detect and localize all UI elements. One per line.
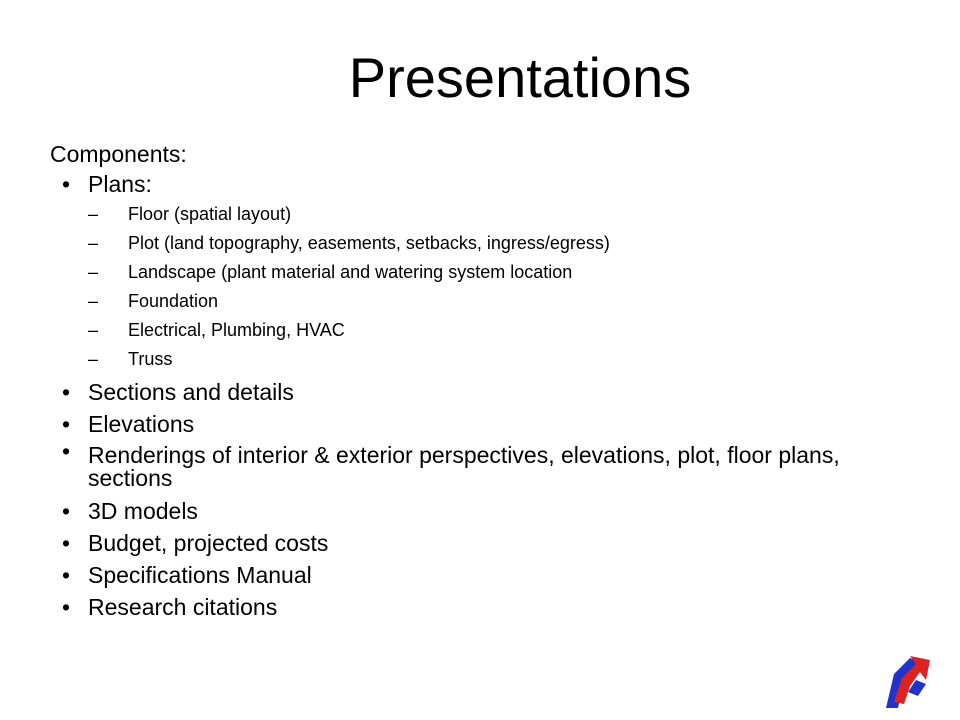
bullet-icon: • xyxy=(62,411,71,437)
list-item-specifications xyxy=(50,559,930,591)
bullet-list xyxy=(50,168,930,623)
list-item-label: Elevations xyxy=(88,411,195,437)
bullet-icon: • xyxy=(62,171,71,197)
sub-item-floor xyxy=(88,200,930,229)
sub-item-truss xyxy=(88,345,930,374)
list-item-renderings xyxy=(50,440,930,495)
dash-icon: – xyxy=(88,349,99,369)
dash-icon: – xyxy=(88,262,99,282)
list-item-elevations xyxy=(50,408,930,440)
list-item-3d-models xyxy=(50,495,930,527)
bullet-icon: • xyxy=(62,594,71,620)
sub-item-label: Electrical, Plumbing, HVAC xyxy=(128,320,345,340)
dash-icon: – xyxy=(88,291,99,311)
dash-icon: – xyxy=(88,204,99,224)
sub-item-label: Plot (land topography, easements, setbacks, ingress/egress) xyxy=(128,233,610,253)
bullet-icon: • xyxy=(62,498,71,524)
bullet-icon: • xyxy=(62,379,71,405)
dash-icon: – xyxy=(88,233,99,253)
sub-item-label: Floor (spatial layout) xyxy=(128,204,292,224)
sub-item-landscape xyxy=(88,258,930,287)
list-item-research xyxy=(50,591,930,623)
list-item-label: Budget, projected costs xyxy=(88,530,329,556)
list-item-label: Plans: xyxy=(88,171,152,197)
list-item-label: 3D models xyxy=(88,498,198,524)
list-item-budget xyxy=(50,527,930,559)
list-item-label: Sections and details xyxy=(88,379,294,405)
bullet-icon: • xyxy=(62,438,71,464)
bullet-icon: • xyxy=(62,530,71,556)
plans-sublist xyxy=(88,200,930,374)
sub-item-foundation xyxy=(88,287,930,316)
bullet-icon: • xyxy=(62,562,71,588)
list-item-sections xyxy=(50,376,930,408)
sub-item-plot xyxy=(88,229,930,258)
list-item-label: Specifications Manual xyxy=(88,562,312,588)
arrow-logo-icon xyxy=(880,652,932,710)
sub-item-electrical xyxy=(88,316,930,345)
dash-icon: – xyxy=(88,320,99,340)
sub-item-label: Truss xyxy=(128,349,173,369)
sub-item-label: Landscape (plant material and watering system location xyxy=(128,262,573,282)
list-item-plans xyxy=(50,168,930,374)
list-item-label: Renderings of interior & exterior perspectives, elevations, plot, floor plans, sections xyxy=(88,442,840,491)
list-item-label: Research citations xyxy=(88,594,278,620)
page-title: Presentations xyxy=(348,46,692,109)
sub-item-label: Foundation xyxy=(128,291,219,311)
components-heading: Components: xyxy=(50,141,187,167)
